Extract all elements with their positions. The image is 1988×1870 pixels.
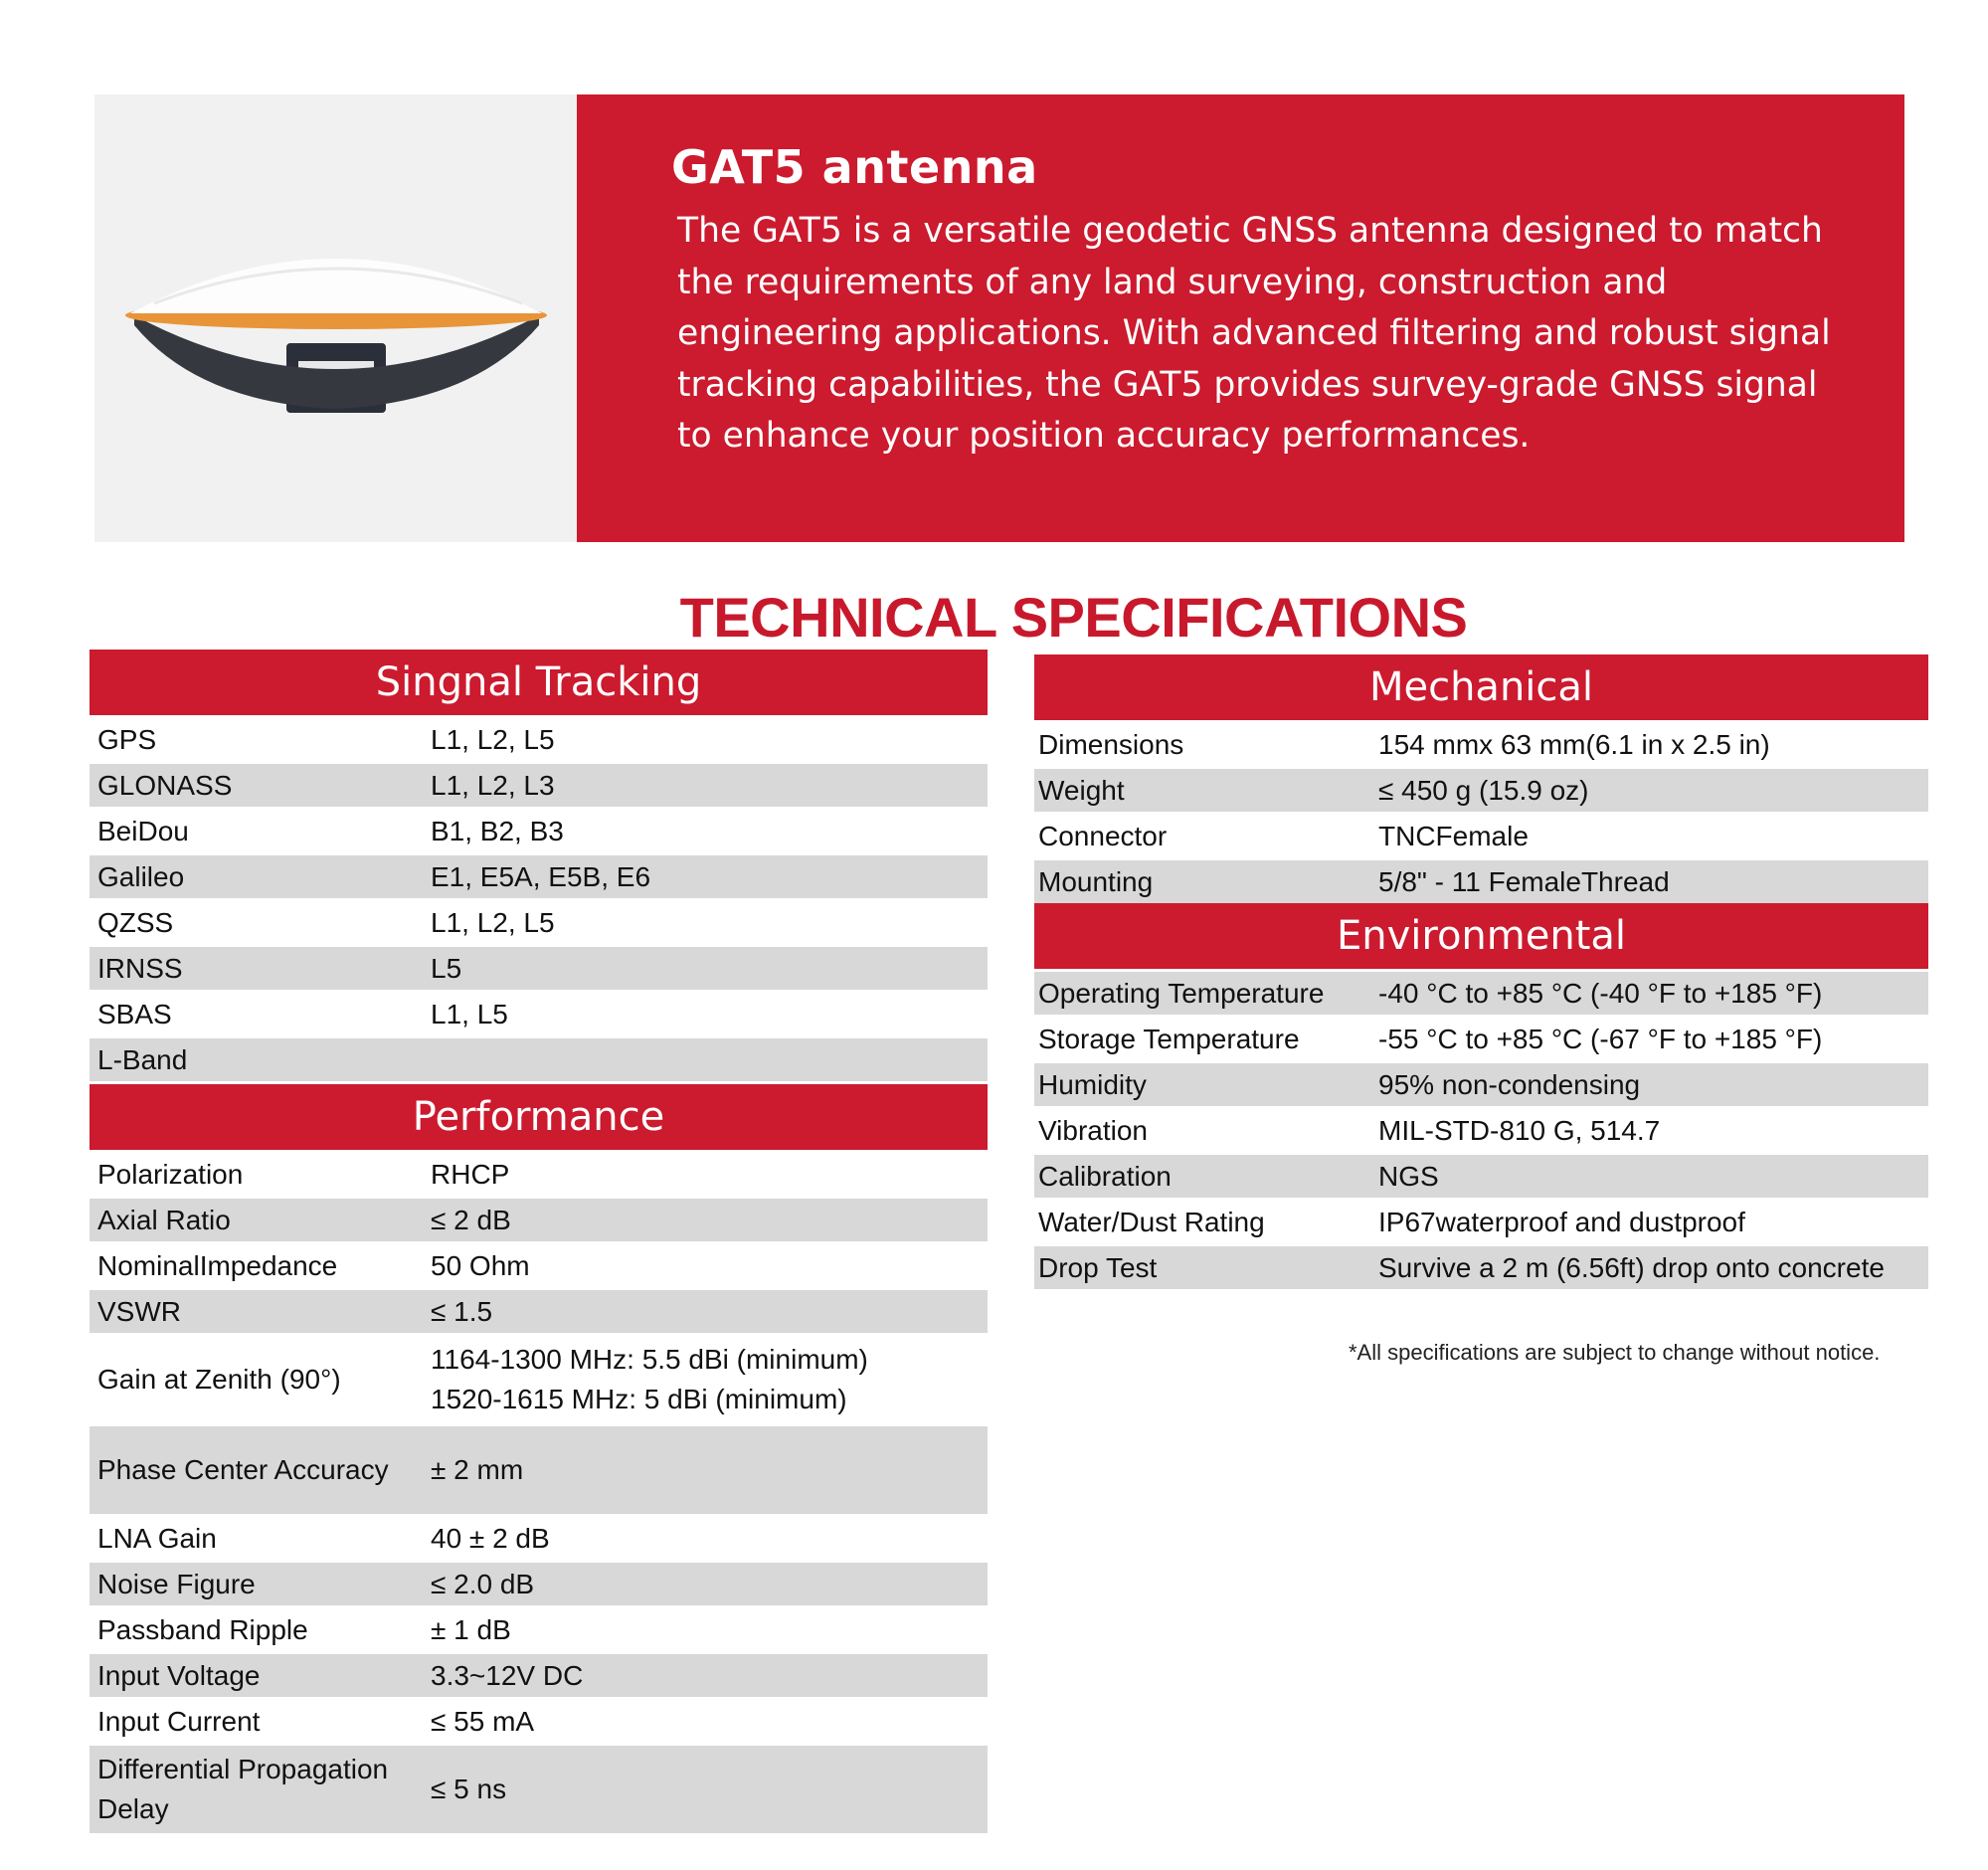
signal-tracking-section bbox=[90, 650, 988, 1084]
spec-row bbox=[90, 1700, 988, 1743]
spec-label: GLONASS bbox=[97, 769, 233, 801]
spec-label: Galileo bbox=[97, 860, 185, 892]
spec-value: L1, L2, L5 bbox=[431, 723, 555, 755]
spec-row bbox=[1034, 1201, 1928, 1243]
spec-label: Passband Ripple bbox=[97, 1613, 308, 1645]
spec-value: TNCFemale bbox=[1378, 820, 1529, 851]
spec-value: ≤ 5 ns bbox=[431, 1774, 507, 1804]
spec-row bbox=[90, 764, 988, 807]
spec-label: SBAS bbox=[97, 998, 172, 1029]
spec-value: NGS bbox=[1378, 1160, 1439, 1192]
product-photo bbox=[94, 94, 577, 542]
spec-row bbox=[90, 947, 988, 990]
section-header-mechanical: Mechanical bbox=[1034, 654, 1928, 720]
spec-value: IP67waterproof and dustproof bbox=[1378, 1206, 1745, 1237]
spec-value: 3.3~12V DC bbox=[431, 1659, 584, 1691]
spec-label: Axial Ratio bbox=[97, 1204, 231, 1235]
spec-row bbox=[1034, 1063, 1928, 1106]
spec-label-line: Differential Propagation bbox=[97, 1754, 389, 1784]
spec-row bbox=[1034, 972, 1928, 1015]
spec-label: Weight bbox=[1038, 774, 1125, 806]
hero-panel bbox=[577, 94, 1904, 542]
spec-row bbox=[90, 1517, 988, 1560]
spec-label: Gain at Zenith (90°) bbox=[97, 1364, 341, 1395]
spec-value-line: 1164-1300 MHz: 5.5 dBi (minimum) bbox=[431, 1344, 868, 1375]
product-description: The GAT5 is a versatile geodetic GNSS antenna designed to match the requirements of any land surveying, construction and engineering applications. With advanced filtering and robust signal tracking capabilities, the GAT5 provides survey-grade GNSS signal to enhance your position accuracy performances. bbox=[677, 211, 1831, 456]
spec-label: Vibration bbox=[1038, 1114, 1149, 1146]
footnote: *All specifications are subject to change without notice. bbox=[1349, 1340, 1881, 1365]
spec-row bbox=[1034, 723, 1928, 766]
spec-row bbox=[90, 901, 988, 944]
section-header-performance: Performance bbox=[90, 1084, 988, 1150]
spec-value: -40 °C to +85 °C (-40 °F to +185 °F) bbox=[1378, 977, 1823, 1009]
spec-value: ≤ 1.5 bbox=[431, 1295, 493, 1327]
spec-row bbox=[90, 1654, 988, 1697]
mechanical-section bbox=[1034, 654, 1928, 906]
spec-value bbox=[431, 1340, 988, 1419]
antenna-dome bbox=[130, 259, 542, 313]
spec-label: GPS bbox=[97, 723, 157, 755]
spec-label: L-Band bbox=[97, 1043, 188, 1075]
spec-row bbox=[90, 1336, 988, 1423]
spec-label: QZSS bbox=[97, 906, 174, 938]
spec-value: L5 bbox=[431, 952, 462, 984]
spec-label: Connector bbox=[1038, 820, 1168, 851]
spec-row bbox=[90, 1153, 988, 1196]
antenna-illustration bbox=[94, 94, 577, 542]
spec-row bbox=[90, 718, 988, 761]
spec-row bbox=[90, 1244, 988, 1287]
spec-value: L1, L2, L3 bbox=[431, 769, 555, 801]
spec-label: Input Current bbox=[97, 1705, 261, 1737]
spec-row bbox=[90, 855, 988, 898]
spec-row bbox=[90, 993, 988, 1035]
spec-value: 5/8" - 11 FemaleThread bbox=[1378, 865, 1670, 897]
spec-label: Mounting bbox=[1038, 865, 1154, 897]
spec-label: VSWR bbox=[97, 1295, 181, 1327]
spec-label bbox=[90, 1750, 431, 1829]
performance-section bbox=[90, 1084, 988, 1836]
spec-value: ≤ 2.0 dB bbox=[431, 1568, 535, 1599]
spec-value: ± 1 dB bbox=[431, 1613, 511, 1645]
spec-row bbox=[1034, 1155, 1928, 1198]
spec-value: MIL-STD-810 G, 514.7 bbox=[1378, 1114, 1661, 1146]
spec-row bbox=[90, 1746, 988, 1833]
spec-label: Drop Test bbox=[1038, 1251, 1158, 1283]
spec-value: Survive a 2 m (6.56ft) drop onto concrete bbox=[1378, 1251, 1885, 1283]
spec-value: -55 °C to +85 °C (-67 °F to +185 °F) bbox=[1378, 1023, 1823, 1054]
spec-value: ≤ 450 g (15.9 oz) bbox=[1378, 774, 1589, 806]
spec-value: B1, B2, B3 bbox=[431, 815, 564, 846]
spec-row bbox=[1034, 1109, 1928, 1152]
spec-row bbox=[1034, 815, 1928, 857]
spec-value: 95% non-condensing bbox=[1378, 1068, 1641, 1100]
spec-label: Dimensions bbox=[1038, 728, 1184, 760]
spec-label: BeiDou bbox=[97, 815, 189, 846]
specs-heading: TECHNICAL SPECIFICATIONS bbox=[679, 586, 1468, 649]
spec-value: RHCP bbox=[431, 1158, 510, 1190]
spec-value: 50 Ohm bbox=[431, 1249, 530, 1281]
spec-row bbox=[90, 1199, 988, 1241]
spec-row bbox=[90, 1608, 988, 1651]
spec-value: ≤ 55 mA bbox=[431, 1705, 535, 1737]
product-title: GAT5 antenna bbox=[671, 140, 1038, 194]
spec-value-line: 1520-1615 MHz: 5 dBi (minimum) bbox=[431, 1384, 847, 1414]
spec-row bbox=[90, 1426, 988, 1514]
spec-row bbox=[90, 1038, 988, 1081]
spec-row bbox=[90, 1290, 988, 1333]
section-header-signal-tracking: Singnal Tracking bbox=[90, 650, 988, 715]
spec-row bbox=[90, 810, 988, 852]
spec-label: IRNSS bbox=[97, 952, 183, 984]
spec-value: E1, E5A, E5B, E6 bbox=[431, 860, 651, 892]
spec-label: LNA Gain bbox=[97, 1522, 217, 1554]
spec-label: Operating Temperature bbox=[1038, 977, 1325, 1009]
spec-row bbox=[1034, 1018, 1928, 1060]
spec-row bbox=[1034, 860, 1928, 903]
environmental-section bbox=[1034, 903, 1928, 1292]
spec-label: Water/Dust Rating bbox=[1038, 1206, 1265, 1237]
spec-value: L1, L5 bbox=[431, 998, 508, 1029]
spec-label: Calibration bbox=[1038, 1160, 1172, 1192]
spec-label: Humidity bbox=[1038, 1068, 1147, 1100]
spec-row bbox=[90, 1563, 988, 1605]
spec-label: Polarization bbox=[97, 1158, 244, 1190]
spec-row bbox=[1034, 769, 1928, 812]
spec-value: ≤ 2 dB bbox=[431, 1204, 511, 1235]
spec-value: 154 mmx 63 mm(6.1 in x 2.5 in) bbox=[1378, 728, 1770, 760]
spec-value: L1, L2, L5 bbox=[431, 906, 555, 938]
spec-label: Storage Temperature bbox=[1038, 1023, 1300, 1054]
spec-value: 40 ± 2 dB bbox=[431, 1522, 550, 1554]
spec-label: NominalImpedance bbox=[97, 1249, 338, 1281]
spec-label: Noise Figure bbox=[97, 1568, 256, 1599]
spec-label: Phase Center Accuracy bbox=[97, 1454, 389, 1485]
spec-label-line: Delay bbox=[97, 1793, 169, 1824]
spec-value: ± 2 mm bbox=[431, 1454, 524, 1485]
section-header-environmental: Environmental bbox=[1034, 903, 1928, 969]
spec-label: Input Voltage bbox=[97, 1659, 261, 1691]
spec-row bbox=[1034, 1246, 1928, 1289]
